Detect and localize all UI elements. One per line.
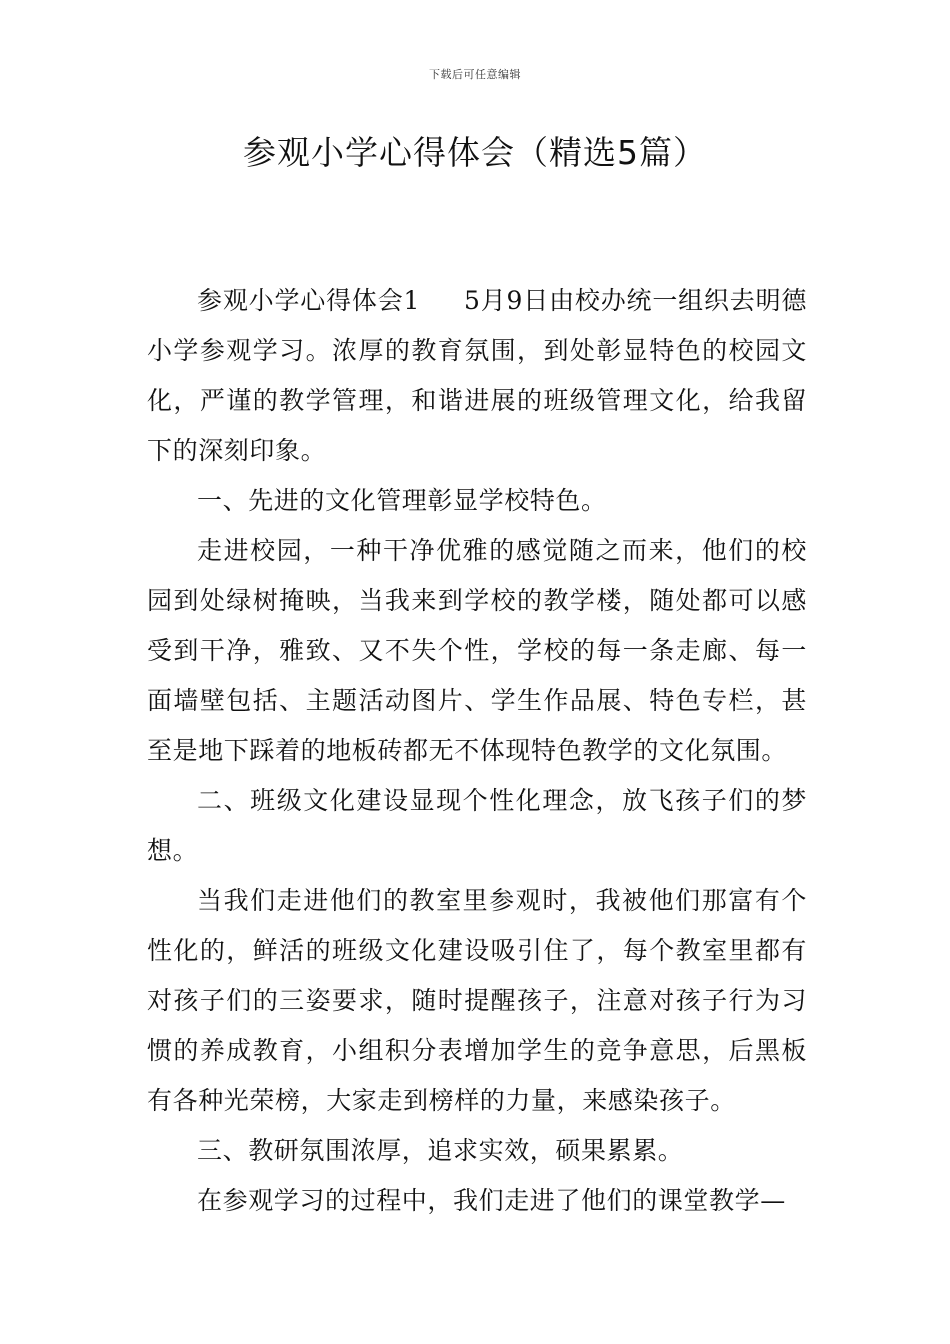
paragraph-1-text: 5月9日由校办统一组织去明德小学参观学习。浓厚的教育氛围，到处彰显特色的校园文化，严谨的教学管理，和谐进展的班级管理文化，给我留下的深刻印象。 bbox=[147, 286, 807, 465]
heading-1: 一、先进的文化管理彰显学校特色。 bbox=[197, 486, 607, 515]
heading-2: 二、班级文化建设显现个性化理念，放飞孩子们的梦想。 bbox=[147, 786, 807, 865]
paragraph-1 bbox=[147, 276, 807, 476]
paragraph-3: 当我们走进他们的教室里参观时，我被他们那富有个性化的，鲜活的班级文化建设吸引住了，每个教室里都有对孩子们的三姿要求，随时提醒孩子，注意对孩子行为习惯的养成教育，小组积分表增加学生的竞争意思，后黑板有各种光荣榜，大家走到榜样的力量，来感染孩子。 bbox=[147, 886, 807, 1115]
document-title: 参观小学心得体会（精选5篇） bbox=[243, 133, 707, 172]
heading-3: 三、教研氛围浓厚，追求实效，硕果累累。 bbox=[197, 1136, 684, 1165]
section-label: 参观小学心得体会1 bbox=[197, 286, 421, 315]
paragraph-4: 在参观学习的过程中，我们走进了他们的课堂教学— bbox=[197, 1186, 786, 1215]
header-note: 下载后可任意编辑 bbox=[429, 68, 521, 81]
paragraph-2: 走进校园，一种干净优雅的感觉随之而来，他们的校园到处绿树掩映，当我来到学校的教学楼，随处都可以感受到干净，雅致、又不失个性，学校的每一条走廊、每一面墙壁包括、主题活动图片、学生作品展、特色专栏，甚至是地下踩着的地板砖都无不体现特色教学的文化氛围。 bbox=[147, 536, 807, 765]
document-body bbox=[147, 276, 807, 1226]
